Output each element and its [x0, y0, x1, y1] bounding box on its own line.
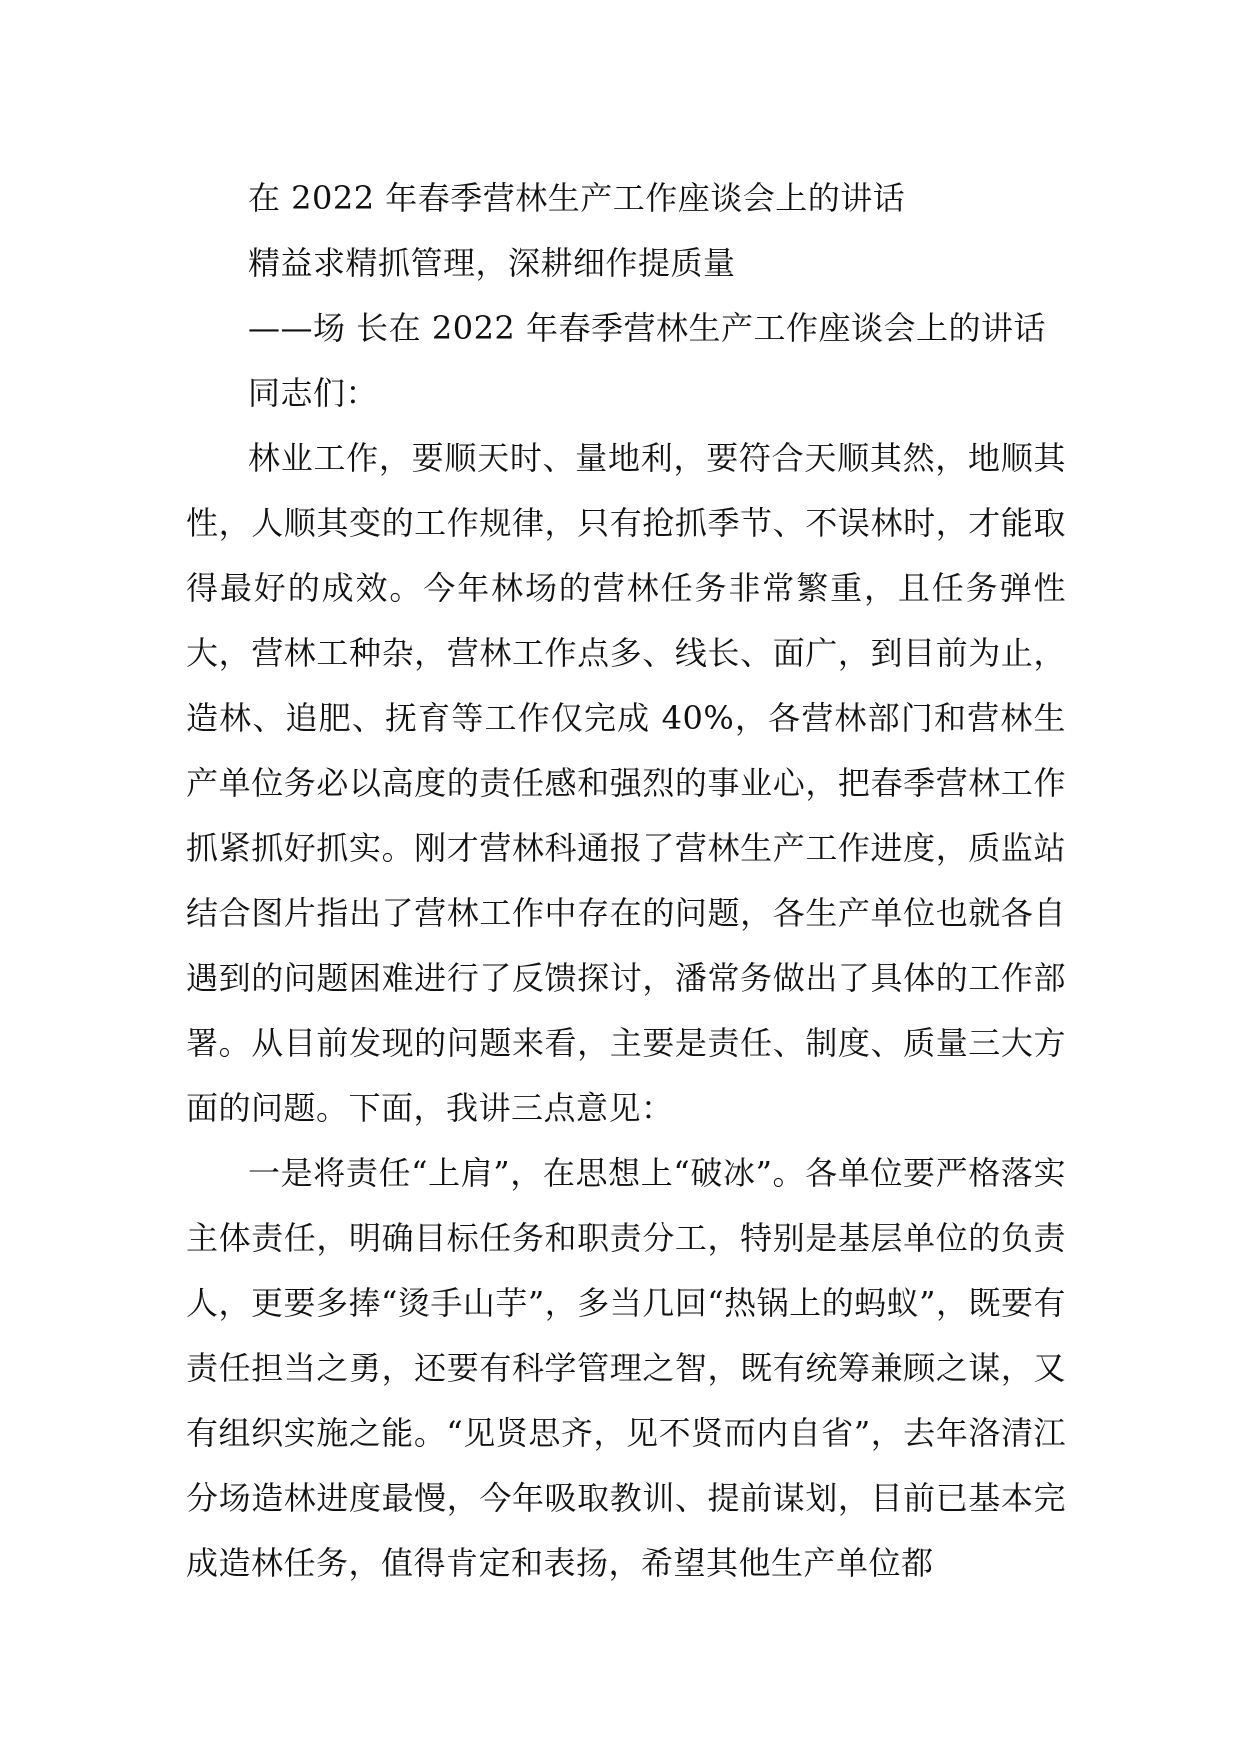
salutation: 同志们： [248, 374, 379, 412]
speech-subtitle: ——场 长在 2022 年春季营林生产工作座谈会上的讲话 [248, 309, 1046, 347]
body-paragraph-intro: 林业工作，要顺天时、量地利，要符合天顺其然，地顺其性，人顺其变的工作规律，只有抢抓季节、不误林时，才能取得最好的成效。今年林场的营林任务非常繁重，且任务弹性大，营林工种杂，营林工作点多、线长、面广，到目前为止，造林、追肥、抚育等工作仅完成 40%，各营林部门和营林生产单位务必以高度的责任感和强烈的事业心，把春季营林工作抓紧抓好抓实。刚才营林科通报了营林生产工作进度，质监站结合图片指出了营林工作中存在的问题，各生产单位也就各自遇到的问题困难进行了反馈探讨，潘常务做出了具体的工作部署。从目前发现的问题来看，主要是责任、制度、质量三大方面的问题。下面，我讲三点意见： [186, 439, 1066, 1127]
speech-main-title: 精益求精抓管理，深耕细作提质量 [248, 244, 736, 282]
document-body [186, 166, 1066, 1596]
speech-title: 在 2022 年春季营林生产工作座谈会上的讲话 [248, 179, 906, 217]
body-paragraph-point-one: 一是将责任“上肩”，在思想上“破冰”。各单位要严格落实主体责任，明确目标任务和职责分工，特别是基层单位的负责人，更要多捧“烫手山芋”，多当几回“热锅上的蚂蚁”，既要有责任担当之勇，还要有科学管理之智，既有统筹兼顾之谋，又有组织实施之能。“见贤思齐，见不贤而内自省”，去年洛清江分场造林进度最慢，今年吸取教训、提前谋划，目前已基本完成造林任务，值得肯定和表扬，希望其他生产单位都 [186, 1154, 1066, 1582]
